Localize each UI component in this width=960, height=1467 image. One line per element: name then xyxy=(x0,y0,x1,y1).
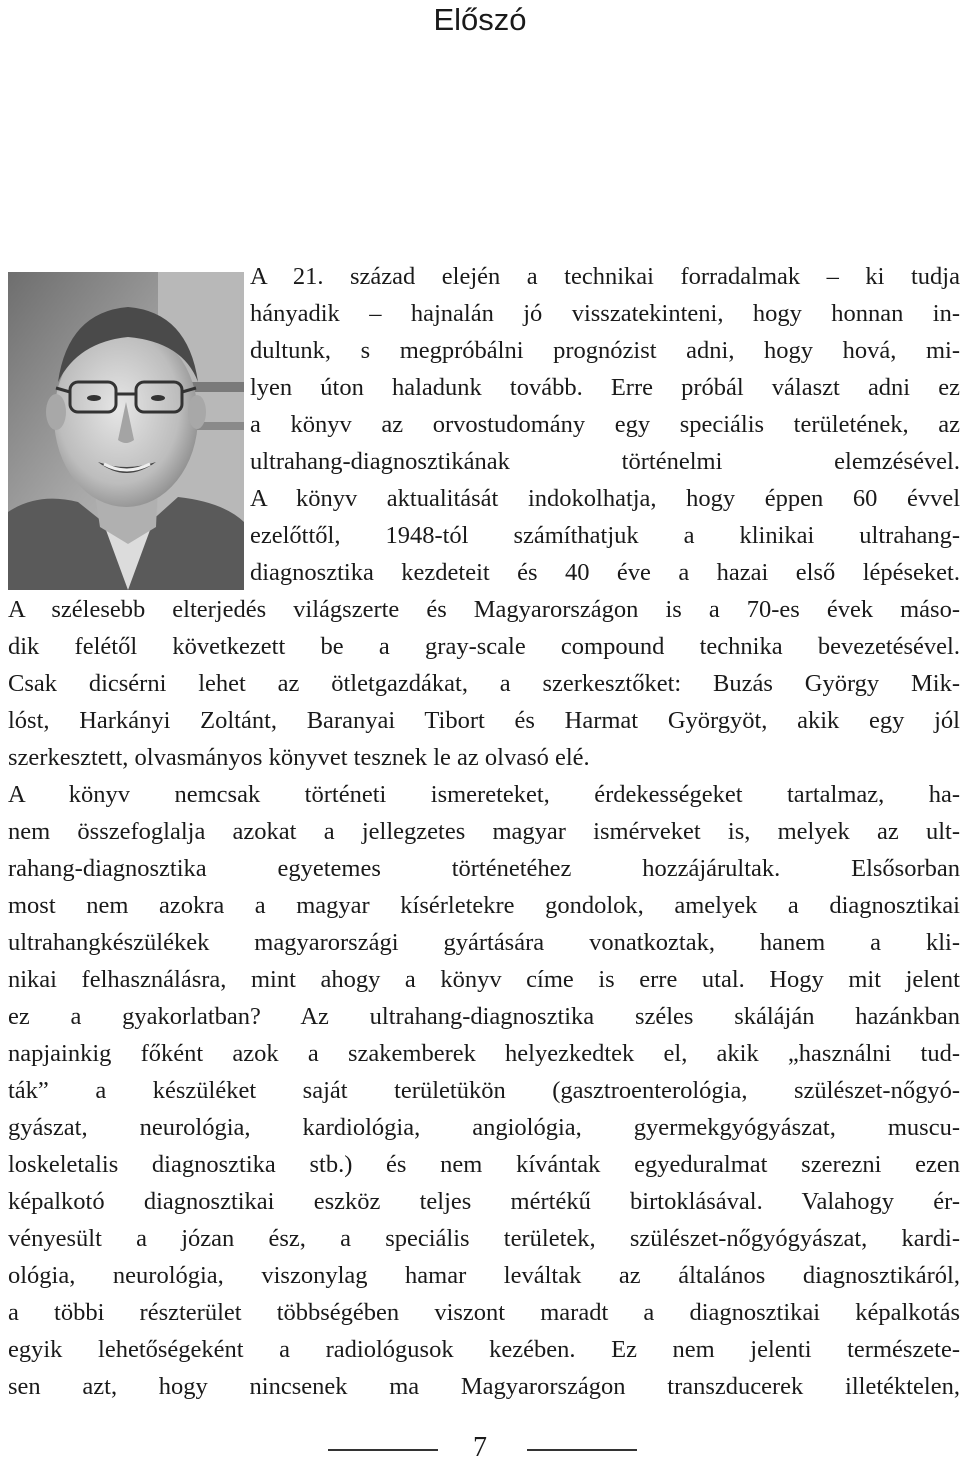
text-line: A könyv nemcsak történeti ismereteket, érdekességeket tartalmaz, ha- xyxy=(8,781,960,808)
text-line: vényesült a józan ész, a speciális területek, szülészet-nőgyógyászat, kardi- xyxy=(8,1225,960,1252)
text-line: nikai felhasználásra, mint ahogy a könyv címe is erre utal. Hogy mit jelent xyxy=(8,966,960,993)
text-line: a többi részterület többségében viszont maradt a diagnosztikai képalkotás xyxy=(8,1299,960,1326)
text-line: hányadik – hajnalán jó visszatekinteni, hogy honnan in- xyxy=(250,300,960,327)
text-line: lóst, Harkányi Zoltánt, Baranyai Tibort és Harmat Györgyöt, akik egy jól xyxy=(8,707,960,734)
page-title: Előszó xyxy=(433,2,527,37)
text-line: napjainkig főként azok a szakemberek helyezkedtek el, akik „használni tud- xyxy=(8,1040,960,1067)
footer-rule-right xyxy=(527,1449,637,1451)
text-line: diagnosztika kezdeteit és 40 éve a hazai első lépéseket. xyxy=(250,559,960,586)
text-line: képalkotó diagnosztikai eszköz teljes mértékű birtoklásával. Valahogy ér- xyxy=(8,1188,960,1215)
footer-rule-left xyxy=(328,1449,438,1451)
portrait-image xyxy=(8,272,244,590)
text-line: sen azt, hogy nincsenek ma Magyarországon transzducerek illetéktelen, xyxy=(8,1373,960,1400)
text-line: ták” a készüléket saját területükön (gasztroenterológia, szülészet-nőgyó- xyxy=(8,1077,960,1104)
text-line: lyen úton haladunk tovább. Erre próbál választ adni ez xyxy=(250,374,960,401)
text-line: most nem azokra a magyar kísérletekre gondolok, amelyek a diagnosztikai xyxy=(8,892,960,919)
text-line: a könyv az orvostudomány egy speciális területének, az xyxy=(250,411,960,438)
text-line: egyik lehetőségeként a radiológusok kezében. Ez nem jelenti természete- xyxy=(8,1336,960,1363)
text-line: dik felétől következett be a gray-scale compound technika bevezetésével. xyxy=(8,633,960,660)
text-line: nem összefoglalja azokat a jellegzetes magyar ismérveket is, melyek az ult- xyxy=(8,818,960,845)
text-line: ultrahangkészülékek magyarországi gyártására vonatkoztak, hanem a kli- xyxy=(8,929,960,956)
text-line: rahang-diagnosztika egyetemes történetéhez hozzájárultak. Elsősorban xyxy=(8,855,960,882)
page-number: 7 xyxy=(473,1432,487,1463)
text-line: ez a gyakorlatban? Az ultrahang-diagnosztika széles skáláján hazánkban xyxy=(8,1003,960,1030)
text-line: A könyv aktualitását indokolhatja, hogy éppen 60 évvel xyxy=(250,485,960,512)
text-line: ezelőttől, 1948-tól számíthatjuk a klinikai ultrahang- xyxy=(250,522,960,549)
text-line: Csak dicsérni lehet az ötletgazdákat, a szerkesztőket: Buzás György Mik- xyxy=(8,670,960,697)
text-line: ológia, neurológia, viszonylag hamar leváltak az általános diagnosztikáról, xyxy=(8,1262,960,1289)
text-line: loskeletalis diagnosztika stb.) és nem kívántak egyeduralmat szerezni ezen xyxy=(8,1151,960,1178)
text-line: A 21. század elején a technikai forradalmak – ki tudja xyxy=(250,263,960,290)
text-line: gyászat, neurológia, kardiológia, angiológia, gyermekgyógyászat, muscu- xyxy=(8,1114,960,1141)
text-line: szerkesztett, olvasmányos könyvet tesznek le az olvasó elé. xyxy=(8,744,590,771)
portrait-photo xyxy=(8,272,244,590)
text-line: A szélesebb elterjedés világszerte és Magyarországon is a 70-es évek máso- xyxy=(8,596,960,623)
text-line: ultrahang-diagnosztikának történelmi elemzésével. xyxy=(250,448,960,475)
text-line: dultunk, s megpróbálni prognózist adni, hogy hová, mi- xyxy=(250,337,960,364)
